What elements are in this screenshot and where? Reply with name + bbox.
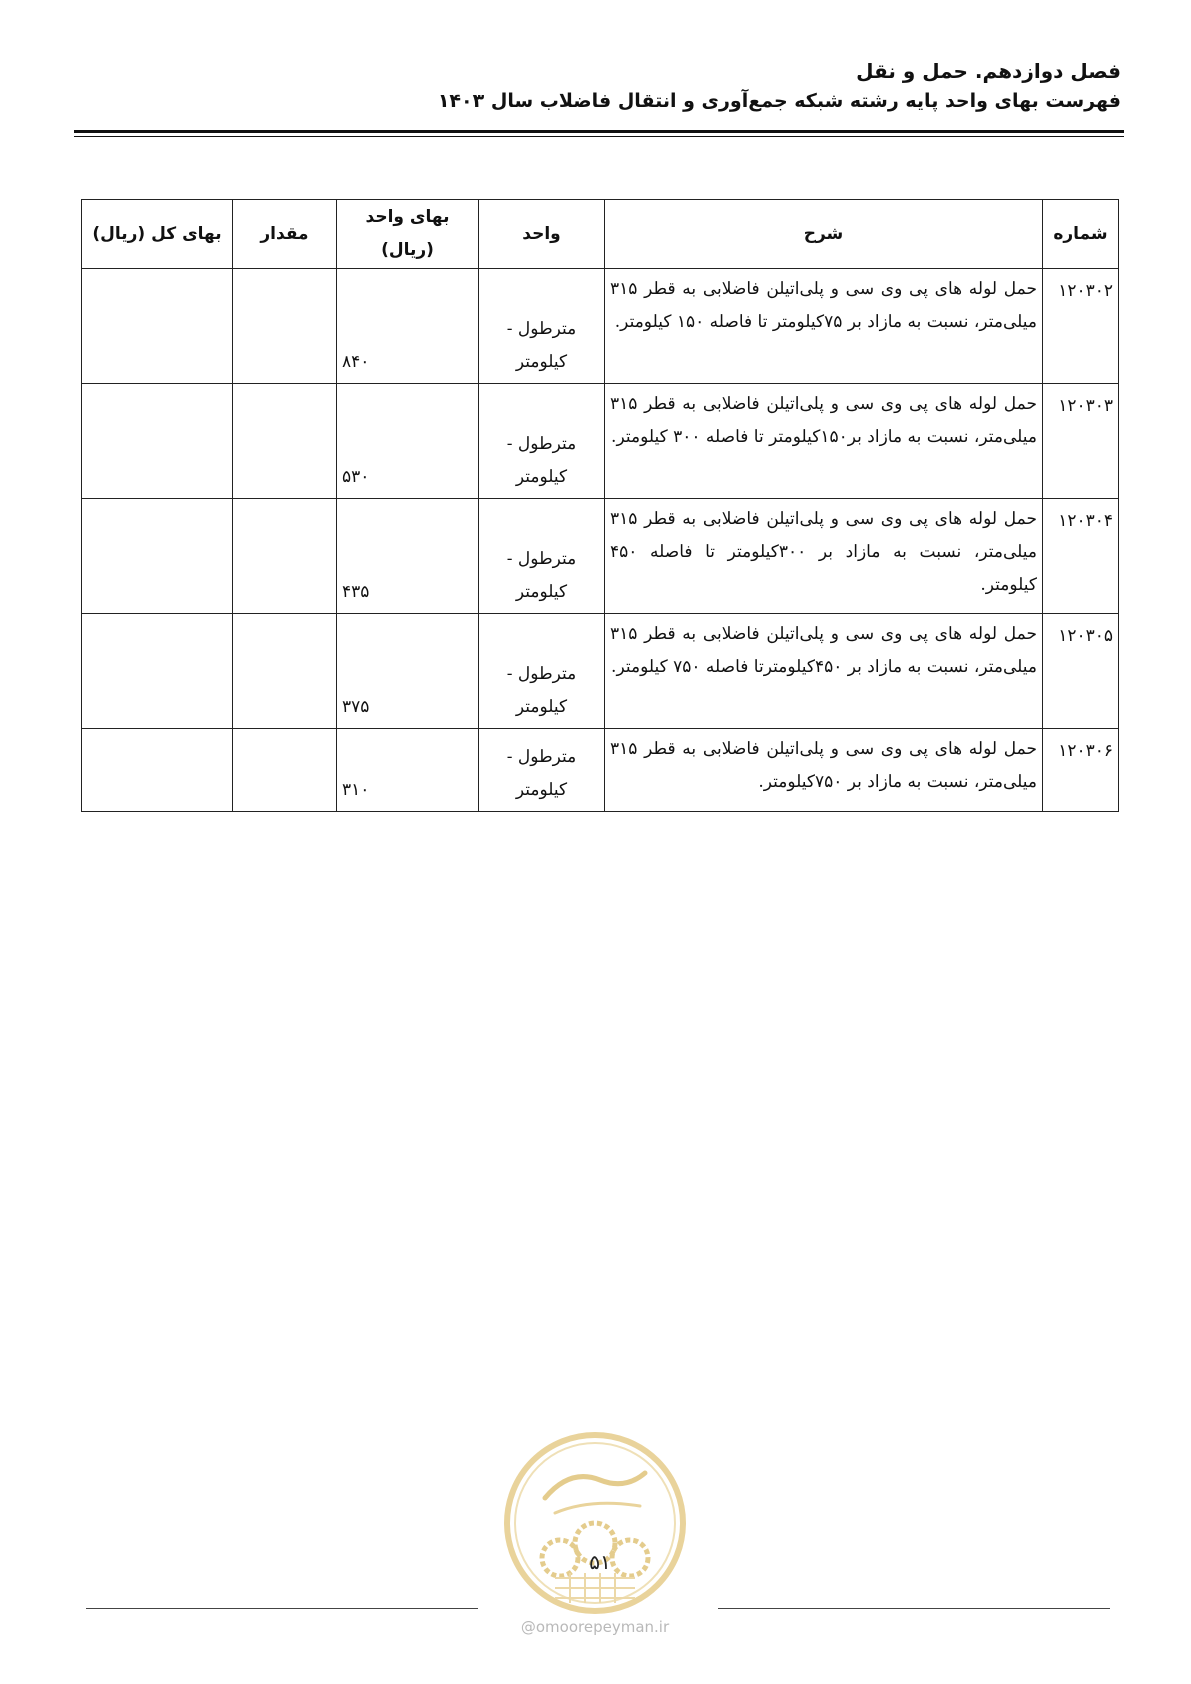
- row-quantity: [233, 269, 337, 384]
- chapter-title: فصل دوازدهم. حمل و نقل: [856, 59, 1121, 83]
- row-number: ۱۲۰۳۰۳: [1043, 384, 1119, 499]
- row-unit-price: ۸۴۰: [337, 269, 479, 384]
- row-number: ۱۲۰۳۰۶: [1043, 729, 1119, 812]
- table-row: [82, 499, 1119, 614]
- row-quantity: [233, 729, 337, 812]
- table-row: [82, 384, 1119, 499]
- table-row: [82, 269, 1119, 384]
- header-number: شماره: [1043, 200, 1119, 269]
- footer-rule-left: [86, 1608, 478, 1609]
- header-unit: واحد: [479, 200, 605, 269]
- row-number: ۱۲۰۳۰۴: [1043, 499, 1119, 614]
- header-quantity: مقدار: [233, 200, 337, 269]
- row-total-price: [82, 499, 233, 614]
- table-row: [82, 614, 1119, 729]
- row-total-price: [82, 269, 233, 384]
- row-unit-price: ۴۳۵: [337, 499, 479, 614]
- price-table: [81, 199, 1119, 812]
- header-unit-price: بهای واحد (ریال): [337, 200, 479, 269]
- footer-rule-right: [718, 1608, 1110, 1609]
- row-description: حمل لوله های پی وی سی و پلی‌اتیلن فاضلابی به قطر ۳۱۵ میلی‌متر، نسبت به مازاد بر ۷۵۰کیلومتر.: [605, 729, 1043, 812]
- table-row: [82, 729, 1119, 812]
- row-total-price: [82, 384, 233, 499]
- row-description: حمل لوله های پی وی سی و پلی‌اتیلن فاضلابی به قطر ۳۱۵ میلی‌متر، نسبت به مازاد بر۱۵۰کیلومتر تا فاصله ۳۰۰ کیلومتر.: [605, 384, 1043, 499]
- row-unit: مترطول - کیلومتر: [479, 384, 605, 499]
- row-total-price: [82, 729, 233, 812]
- table-header-row: [82, 200, 1119, 269]
- row-unit: مترطول - کیلومتر: [479, 729, 605, 812]
- price-table-container: [81, 199, 1118, 812]
- row-unit: مترطول - کیلومتر: [479, 499, 605, 614]
- row-unit-price: ۵۳۰: [337, 384, 479, 499]
- row-description: حمل لوله های پی وی سی و پلی‌اتیلن فاضلابی به قطر ۳۱۵ میلی‌متر، نسبت به مازاد بر ۷۵کیلومتر تا فاصله ۱۵۰ کیلومتر.: [605, 269, 1043, 384]
- watermark-url: @omoorepeyman.ir: [520, 1618, 670, 1636]
- header-rule-thick: [74, 130, 1124, 133]
- row-total-price: [82, 614, 233, 729]
- row-quantity: [233, 384, 337, 499]
- row-unit-price: ۳۷۵: [337, 614, 479, 729]
- row-number: ۱۲۰۳۰۵: [1043, 614, 1119, 729]
- page-header: [74, 56, 1121, 116]
- page-number: ۵۱: [589, 1550, 611, 1574]
- row-number: ۱۲۰۳۰۲: [1043, 269, 1119, 384]
- header-rule-thin: [74, 136, 1124, 137]
- row-unit: مترطول - کیلومتر: [479, 269, 605, 384]
- row-unit: مترطول - کیلومتر: [479, 614, 605, 729]
- row-quantity: [233, 614, 337, 729]
- watermark-logo-icon: [500, 1428, 690, 1618]
- header-total-price: بهای کل (ریال): [82, 200, 233, 269]
- header-description: شرح: [605, 200, 1043, 269]
- row-quantity: [233, 499, 337, 614]
- document-title: فهرست بهای واحد پایه رشته شبکه جمع‌آوری و انتقال فاضلاب سال ۱۴۰۳: [437, 90, 1121, 112]
- row-description: حمل لوله های پی وی سی و پلی‌اتیلن فاضلابی به قطر ۳۱۵ میلی‌متر، نسبت به مازاد بر ۴۵۰کیلومترتا فاصله ۷۵۰ کیلومتر.: [605, 614, 1043, 729]
- row-description: حمل لوله های پی وی سی و پلی‌اتیلن فاضلابی به قطر ۳۱۵ میلی‌متر، نسبت به مازاد بر ۳۰۰کیلومتر تا فاصله ۴۵۰ کیلومتر.: [605, 499, 1043, 614]
- row-unit-price: ۳۱۰: [337, 729, 479, 812]
